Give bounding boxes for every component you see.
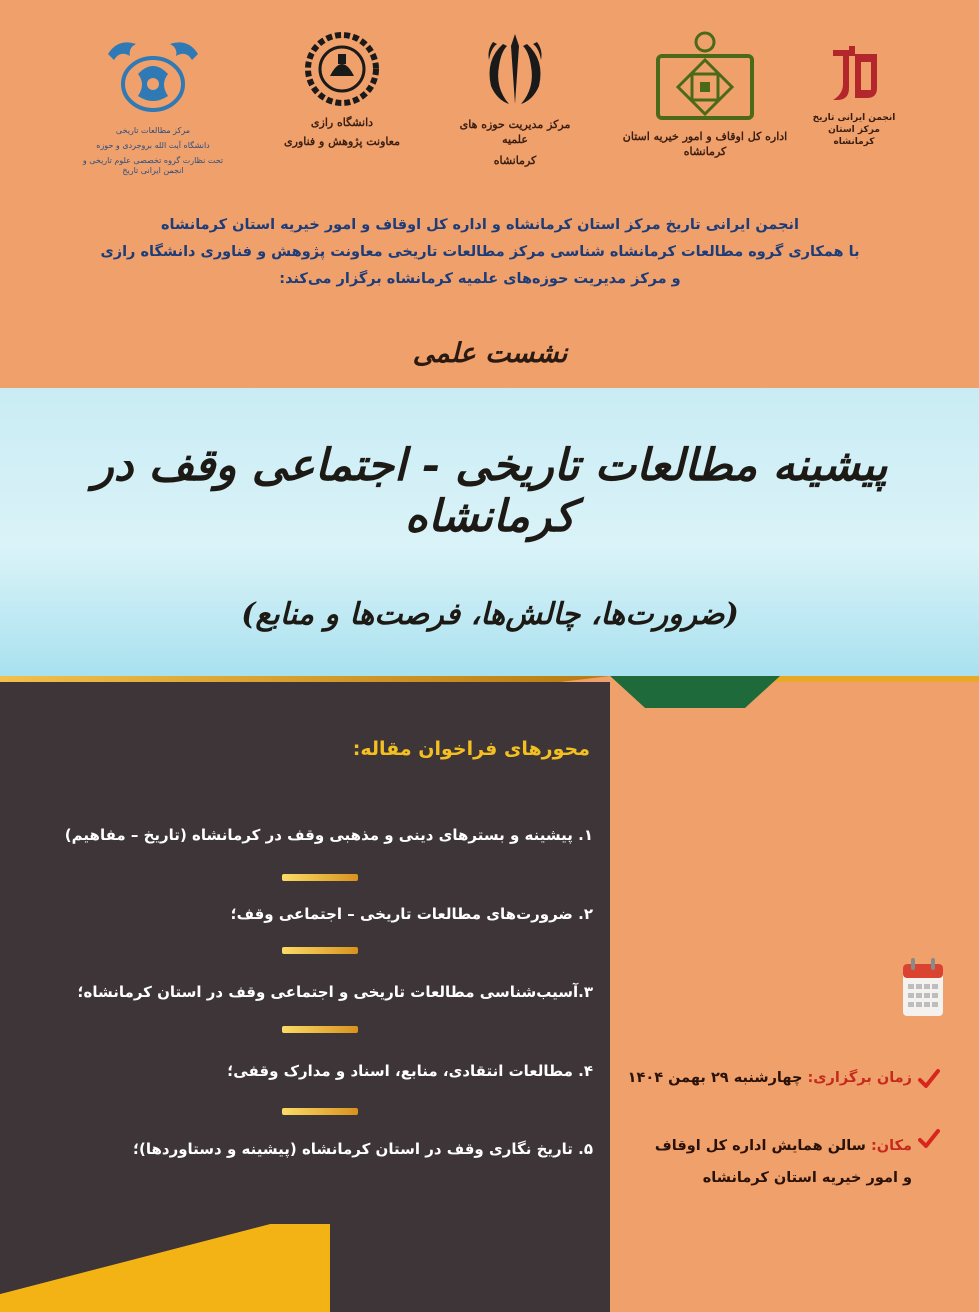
time-value: چهارشنبه ۲۹ بهمن ۱۴۰۴ xyxy=(627,1070,803,1086)
event-time xyxy=(620,1070,912,1086)
divider xyxy=(282,947,358,954)
owqaf-caption: اداره کل اوقاف و امور خیریه استان کرمانشاه xyxy=(622,130,788,158)
intro-line-3: و مرکز مدیریت حوزه‌های علمیه کرمانشاه برگزار می‌کند: xyxy=(279,271,681,287)
owqaf-logo xyxy=(612,30,798,160)
axis-item-3: ۳.آسیب‌شناسی مطالعات تاریخی و اجتماعی وقف در استان کرمانشاه؛ xyxy=(77,983,593,1001)
markaz-caption-1: مرکز مطالعات تاریخی xyxy=(115,126,191,135)
gold-corner xyxy=(0,1224,610,1312)
time-label: زمان برگزاری: xyxy=(807,1070,912,1086)
howzeh-caption-2: کرمانشاه xyxy=(493,153,537,167)
event-place xyxy=(640,1130,912,1194)
owqaf-emblem-icon xyxy=(650,30,760,122)
razi-emblem-icon xyxy=(302,30,382,108)
check-icon xyxy=(918,1068,940,1090)
main-title: پیشینه مطالعات تاریخی - اجتماعی وقف در کرمانشاه xyxy=(92,440,888,542)
axis-item-2: ۲. ضرورت‌های مطالعات تاریخی – اجتماعی وقف؛ xyxy=(230,905,593,923)
place-line-1: سالن همایش اداره کل اوقاف xyxy=(654,1138,866,1154)
axis-item-1: ۱. پیشینه و بسترهای دینی و مذهبی وقف در کرمانشاه (تاریخ – مفاهیم) xyxy=(64,826,593,844)
anjoman-caption-2: مرکز استان کرمانشاه xyxy=(828,125,880,148)
intro-text xyxy=(40,212,920,293)
anjoman-logo xyxy=(808,38,900,148)
axis-item-5: ۵. تاریخ نگاری وقف در استان کرمانشاه (پیشینه و دستاوردها)؛ xyxy=(132,1140,593,1158)
razi-caption-1: دانشگاه رازی xyxy=(310,116,374,129)
divider xyxy=(282,1108,358,1115)
check-icon xyxy=(918,1128,940,1150)
place-label: مکان: xyxy=(870,1138,912,1154)
howzeh-caption-1: مرکز مدیریت حوزه های علمیه xyxy=(459,118,571,146)
anjoman-caption-1: انجمن ایرانی تاریخ xyxy=(812,113,896,123)
place-line-2: و امور خیریه استان کرمانشاه xyxy=(702,1170,912,1186)
howzeh-logo xyxy=(455,30,575,169)
markaz-caption-3: تحت نظارت گروه تخصصی علوم تاریخی و انجمن ایرانی تاریخ xyxy=(82,155,224,176)
divider xyxy=(282,1026,358,1033)
razi-logo xyxy=(282,30,402,150)
intro-line-2: با همکاری گروه مطالعات کرمانشاه شناسی مرکز مطالعات تاریخی معاونت پژوهش و فناوری دانشگاه رازی xyxy=(100,244,860,260)
markaz-emblem-icon xyxy=(98,34,208,118)
markaz-caption-2: دانشگاه آیت الله بروجردی و حوزه xyxy=(96,140,210,150)
anjoman-emblem-icon xyxy=(819,38,889,108)
intro-line-1: انجمن ایرانی تاریخ مرکز استان کرمانشاه و اداره کل اوقاف و امور خیریه استان کرمانشاه xyxy=(161,217,799,233)
subtitle: (ضرورت‌ها، چالش‌ها، فرصت‌ها و منابع) xyxy=(241,597,739,632)
markaz-logo xyxy=(78,34,228,177)
razi-caption-2: معاونت پژوهش و فناوری xyxy=(284,134,400,148)
divider xyxy=(282,874,358,881)
calendar-icon xyxy=(901,956,945,1020)
axis-item-4: ۴. مطالعات انتقادی، منابع، اسناد و مدارک وقفی؛ xyxy=(227,1062,593,1080)
session-title: نشست علمی xyxy=(412,338,568,369)
howzeh-emblem-icon xyxy=(477,30,553,108)
axes-heading: محورهای فراخوان مقاله: xyxy=(352,738,590,760)
